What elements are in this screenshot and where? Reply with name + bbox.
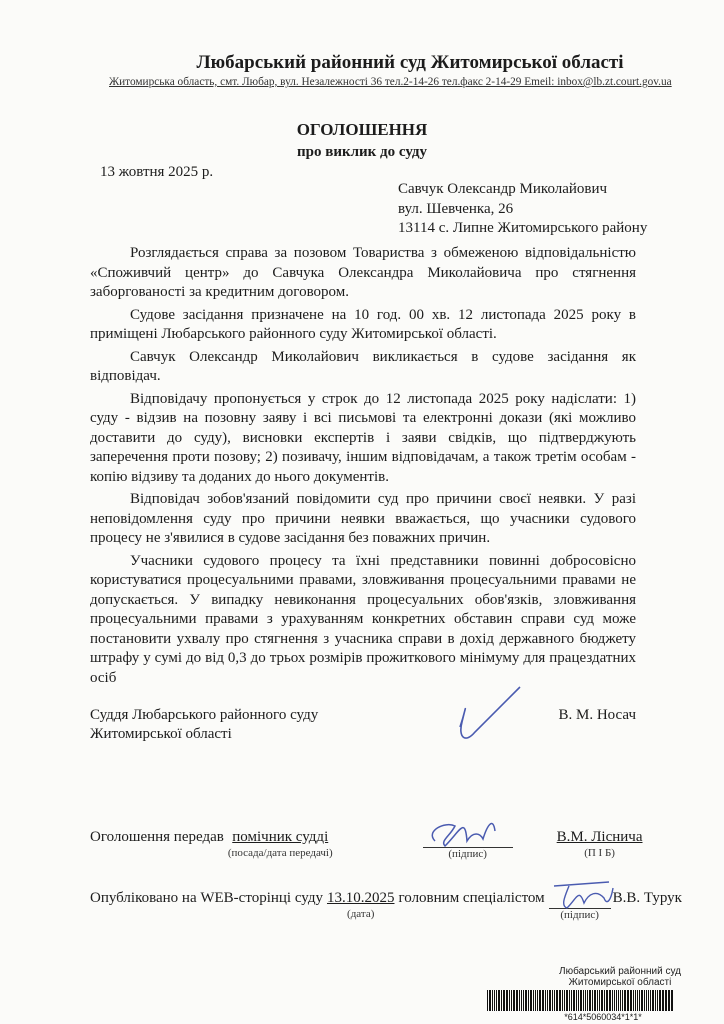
barcode-bar <box>576 990 577 1011</box>
barcode-bar <box>635 990 636 1011</box>
barcode-bar <box>503 990 505 1011</box>
barcode-bar <box>578 990 579 1011</box>
transmitted-position-caption: (посада/дата передачі) <box>227 847 333 859</box>
stamp-line2: Житомирської області <box>568 977 672 988</box>
judge-position <box>90 706 318 744</box>
barcode-bar <box>554 990 555 1011</box>
barcode-bar <box>592 990 593 1011</box>
barcode-bar <box>562 990 563 1011</box>
barcode-bar <box>566 990 568 1011</box>
barcode-bar <box>511 990 512 1011</box>
barcode-bar <box>537 990 538 1011</box>
barcode-bar <box>487 990 488 1011</box>
assistant-signature-icon <box>425 811 505 851</box>
judge-signature-block <box>90 706 636 756</box>
recipient-block <box>398 180 647 239</box>
barcode-bar <box>525 990 527 1011</box>
barcode-bar <box>556 990 558 1011</box>
barcode-bar <box>533 990 534 1011</box>
barcode-bar <box>644 990 645 1011</box>
notice-subtitle: про виклик до суду <box>296 144 427 160</box>
transmitted-row <box>90 828 700 861</box>
barcode-bar <box>633 990 634 1011</box>
published-signature-caption: (підпис) <box>560 909 599 921</box>
barcode-bar <box>489 990 491 1011</box>
barcode-bar <box>519 990 520 1011</box>
registry-stamp <box>520 966 720 988</box>
paragraph: Судове засідання призначене на 10 год. 00 хв. 12 листопада 2025 року в приміщені Любарського районного суду Житомирської області. <box>90 306 636 342</box>
barcode-bar <box>616 990 617 1011</box>
barcode-bar <box>573 990 575 1011</box>
signature-line <box>423 828 513 848</box>
judge-position-line1: Суддя Любарського районного суду <box>90 707 319 723</box>
barcode-bar <box>630 990 632 1011</box>
recipient-name: Савчук Олександр Миколайович <box>398 181 608 197</box>
transmitted-prefix: Оголошення передав <box>90 829 224 845</box>
barcode-bar <box>659 990 661 1011</box>
barcode-bar <box>627 990 629 1011</box>
barcode-bar <box>606 990 608 1011</box>
judge-position-line2: Житомирської області <box>90 726 232 742</box>
barcode-icon <box>487 990 719 1011</box>
barcode-bar <box>641 990 643 1011</box>
barcode-bar <box>662 990 664 1011</box>
transmitted-position: помічник судді <box>232 829 329 845</box>
notice-title: ОГОЛОШЕННЯ <box>296 120 428 139</box>
barcode-bar <box>583 990 584 1011</box>
barcode-bar <box>614 990 615 1011</box>
recipient-street: вул. Шевченка, 26 <box>398 200 514 217</box>
published-date-caption: (дата) <box>347 908 375 920</box>
barcode-bar <box>496 990 497 1011</box>
specialist-signature-icon <box>549 878 615 912</box>
barcode-bar <box>652 990 654 1011</box>
barcode-bar <box>620 990 621 1011</box>
transmitted-signature-caption: (підпис) <box>448 848 487 860</box>
barcode-bar <box>648 990 649 1011</box>
barcode-bar <box>657 990 658 1011</box>
published-name: В.В. Турук <box>612 890 682 906</box>
barcode-bar <box>513 990 515 1011</box>
barcode-bar <box>599 990 600 1011</box>
barcode-bar <box>650 990 651 1011</box>
barcode-bar <box>587 990 588 1011</box>
barcode-bar <box>646 990 647 1011</box>
barcode-bar <box>523 990 524 1011</box>
barcode-bar <box>506 990 508 1011</box>
published-prefix: Опубліковано на WEB-сторінці суду <box>90 890 323 906</box>
barcode-bar <box>542 990 544 1011</box>
barcode-bar <box>665 990 667 1011</box>
barcode-bar <box>547 990 548 1011</box>
barcode-bar <box>668 990 670 1011</box>
barcode-bar <box>589 990 591 1011</box>
signature-line <box>549 889 611 909</box>
barcode-bar <box>535 990 536 1011</box>
barcode-bar <box>622 990 623 1011</box>
barcode-bar <box>580 990 582 1011</box>
transmitted-name: В.М. Ліснича <box>556 829 643 845</box>
barcode-bar <box>501 990 502 1011</box>
barcode-bar <box>569 990 570 1011</box>
stamp-line1: Любарський районний суд <box>559 966 681 977</box>
barcode-bar <box>594 990 596 1011</box>
barcode-bar <box>585 990 586 1011</box>
barcode-bar <box>609 990 611 1011</box>
paragraph: Учасники судового процесу та їхні представники повинні добросовісно користуватися процесуальними правами, зловживання процесуальними правами не допускається. У випадку невиконання процесуальних обов'язків, зловживання процесуальними правами з урахуванням конкретних обставин справи суд може постановити ухвалу про стягнення з учасника справи в дохід державного бюджету штрафу у сумі до від 0,3 до трьох розмірів прожиткового мінімуму для працездатних осіб <box>90 552 636 686</box>
barcode-bar <box>637 990 638 1011</box>
court-name: Любарський районний суд Житомирської області <box>196 52 624 73</box>
barcode-bar <box>530 990 532 1011</box>
barcode-bar <box>604 990 605 1011</box>
paragraph: Відповідач зобов'язаний повідомити суд про причини своєї неявки. У разі неповідомлення суду про причини неявки вважається, що учасники судового процесу не з'явилися в судове засідання без поважних причин. <box>90 491 636 546</box>
barcode-bar <box>552 990 553 1011</box>
barcode-bar <box>612 990 613 1011</box>
barcode-bar <box>494 990 495 1011</box>
document-flow <box>90 244 682 922</box>
barcode-bar <box>571 990 572 1011</box>
barcode-bar <box>539 990 541 1011</box>
court-address: Житомирська область, смт. Любар, вул. Незалежності 36 тел.2-14-26 тел.факс 2-14-29 Emeil: inbox@lb.zt.court.gov.ua <box>109 76 672 88</box>
paragraph: Відповідачу пропонується у строк до 12 листопада 2025 року надіслати: 1) суду - відзив на позовну заяву і всі письмові та електронні докази (які можливо доставити до суду), висновки експертів і заяви свідків, що підтверджують заперечення проти позову; 2) позивачу, іншим відповідачам, а також третім особам - копію відзиву та доданих до нього документів. <box>90 390 636 485</box>
paragraph: Савчук Олександр Миколайович викликається в судове засідання як відповідач. <box>90 348 636 384</box>
judge-signature-icon <box>440 682 530 752</box>
barcode-bar <box>618 990 619 1011</box>
barcode-bar <box>601 990 603 1011</box>
transmitted-name-caption: (П І Б) <box>584 847 615 859</box>
published-middle: головним спеціалістом <box>398 890 545 906</box>
barcode-text: *614*5060034*1*1* <box>564 1012 642 1022</box>
notice-date: 13 жовтня 2025 р. <box>100 164 214 180</box>
barcode-bar <box>545 990 546 1011</box>
paragraph: Розглядається справа за позовом Товариства з обмеженою відповідальністю «Споживчий центр» до Савчука Олександра Миколайовича про стягнення заборгованості за кредитним договором. <box>90 245 636 300</box>
barcode-bar <box>509 990 510 1011</box>
published-date: 13.10.2025 <box>326 890 395 906</box>
barcode-bar <box>564 990 565 1011</box>
barcode-bar <box>624 990 626 1011</box>
barcode-bar <box>671 990 673 1011</box>
notice-body <box>90 244 636 688</box>
barcode-bar <box>655 990 656 1011</box>
judge-name: В. М. Носач <box>558 707 636 723</box>
barcode-bar <box>559 990 561 1011</box>
published-row <box>90 889 700 922</box>
barcode-bar <box>521 990 522 1011</box>
barcode-bar <box>528 990 529 1011</box>
barcode-bar <box>516 990 518 1011</box>
barcode-bar <box>639 990 640 1011</box>
recipient-locality: 13114 с. Липне Житомирського району <box>398 220 648 236</box>
barcode-bar <box>498 990 500 1011</box>
barcode-bar <box>492 990 493 1011</box>
barcode-bar <box>597 990 598 1011</box>
barcode-bar <box>549 990 551 1011</box>
